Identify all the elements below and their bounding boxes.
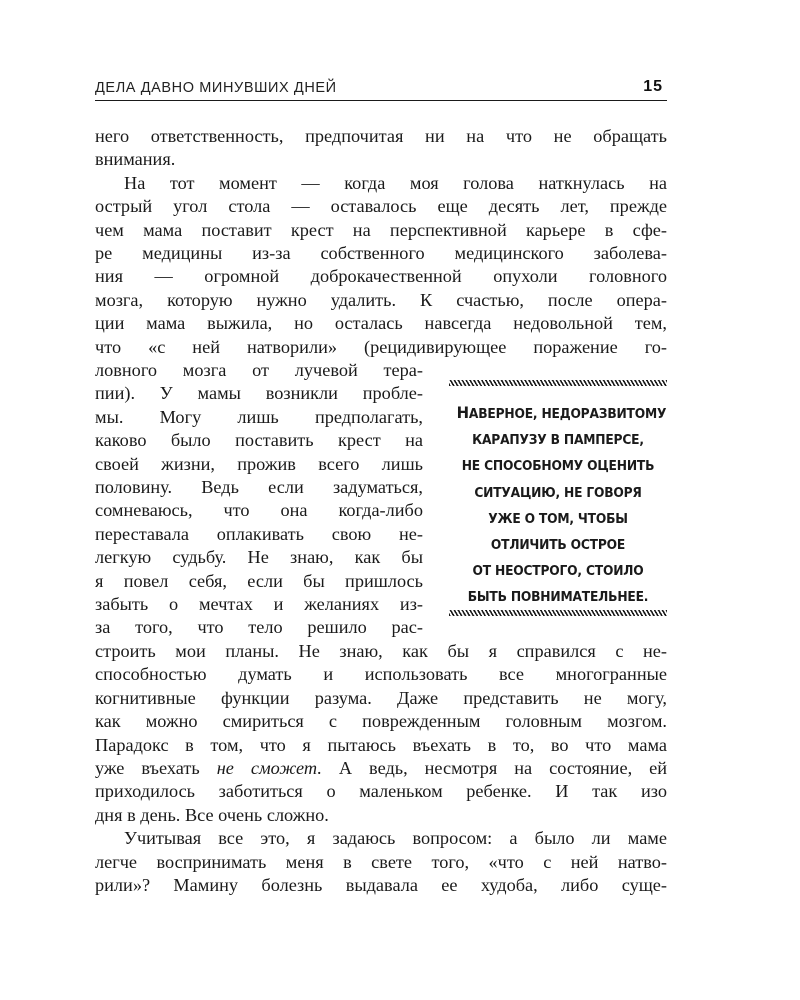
pull-quote-line: НАВЕРНОЕ, НЕДОРАЗВИТОМУ <box>456 403 667 422</box>
pull-quote-bottom-rule <box>449 610 667 616</box>
text-line: что «с ней натворили» (рецидивирующее поражение го- <box>95 336 667 357</box>
text-line: сомневаюсь, что она когда-либо <box>95 500 423 521</box>
text-line: внимания. <box>95 149 176 170</box>
page-number: 15 <box>643 78 663 95</box>
text-line: забыть о мечтах и желаниях из- <box>95 593 423 614</box>
body-text-wrapped <box>95 359 423 640</box>
pull-quote-line: УЖЕ О ТОМ, ЧТОБЫ <box>488 511 628 527</box>
text-line: ре медицины из-за собственного медицинского заболева- <box>95 242 667 263</box>
text-line: своей жизни, прожив всего лишь <box>95 453 423 474</box>
text-line: ния — огромной доброкачественной опухоли головного <box>95 266 667 287</box>
text-line: за того, что тело решило рас- <box>95 617 423 638</box>
pull-quote-line: ОТЛИЧИТЬ ОСТРОЕ <box>490 538 626 554</box>
text-line: него ответственность, предпочитая ни на что не обращать <box>95 126 667 146</box>
pull-quote <box>449 380 667 616</box>
text-line: пии). У мамы возникли пробле- <box>95 383 423 404</box>
running-header-title: ДЕЛА ДАВНО МИНУВШИХ ДНЕЙ <box>95 80 337 96</box>
text-line: способностью думать и использовать все многогранные <box>95 664 667 685</box>
text-line: легче воспринимать меня в свете того, «что с ней натво- <box>95 851 667 872</box>
pull-quote-line: НЕ СПОСОБНОМУ ОЦЕНИТЬ <box>461 459 655 475</box>
pull-quote-line: ОТ НЕОСТРОГО, СТОИЛО <box>472 564 644 580</box>
text-line: половину. Ведь если задуматься, <box>95 476 423 497</box>
text-line: мы. Могу лишь предполагать, <box>95 406 423 427</box>
text-line: я повел себя, если бы пришлось <box>95 570 423 591</box>
text-line: переставала оплакивать свою не- <box>95 523 423 544</box>
body-text-bottom <box>95 640 667 897</box>
text-line: На тот момент — когда моя голова наткнулась на <box>124 172 667 193</box>
text-line: строить мои планы. Не знаю, как бы я справился с не- <box>95 641 667 661</box>
pull-quote-line: БЫТЬ ПОВНИМАТЕЛЬНЕЕ. <box>467 590 649 606</box>
text-line: рили»? Мамину болезнь выдавала ее худоба, либо суще- <box>95 874 667 895</box>
emphasis: не сможет. <box>216 757 322 778</box>
text-line: легкую судьбу. Не знаю, как бы <box>95 547 423 568</box>
pull-quote-line: СИТУАЦИЮ, НЕ ГОВОРЯ <box>474 485 642 501</box>
text-line: острый угол стола — оставалось еще десять лет, прежде <box>95 196 667 217</box>
text-line: уже въехать не сможет. А ведь, несмотря на состояние, ей <box>95 757 667 778</box>
text-line: приходилось заботиться о маленьком ребенке. И так изо <box>95 781 667 802</box>
text-line: Учитывая все это, я задаюсь вопросом: а было ли маме <box>124 828 667 849</box>
text-line: Парадокс в том, что я пытаюсь въехать в то, во что мама <box>95 734 667 755</box>
text-line: дня в день. Все очень сложно. <box>95 804 329 825</box>
text-line: ции мама выжила, но осталась навсегда недовольной тем, <box>95 313 667 334</box>
text-line: ловного мозга от лучевой тера- <box>95 360 423 380</box>
text-line: когнитивные функции разума. Даже представить не могу, <box>95 687 667 708</box>
pull-quote-top-rule <box>449 380 667 386</box>
text-line: чем мама поставит крест на перспективной карьере в сфе- <box>95 219 667 240</box>
pull-quote-text <box>456 400 667 612</box>
pull-quote-line: КАРАПУЗУ В ПАМПЕРСЕ, <box>472 433 644 449</box>
text-line: каково было поставить крест на <box>95 430 423 451</box>
text-line: мозга, которую нужно удалить. К счастью, после опера- <box>95 289 667 310</box>
body-text-top <box>95 125 667 359</box>
running-header <box>95 78 667 101</box>
text-line: как можно смириться с поврежденным головным мозгом. <box>95 711 667 732</box>
